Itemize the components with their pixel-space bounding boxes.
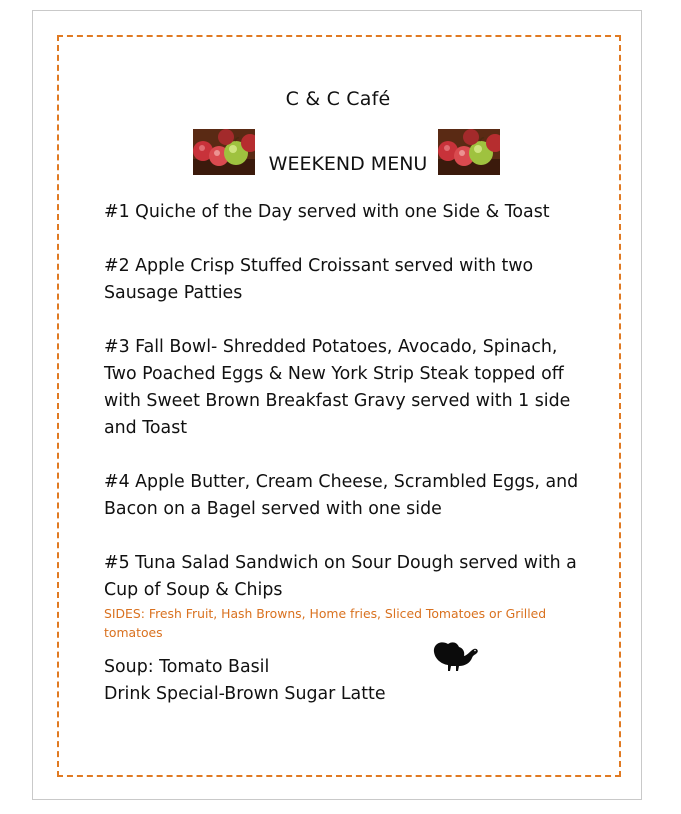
turkey-icon: [431, 638, 481, 674]
apple-basket-icon: [438, 129, 500, 175]
weekend-menu-heading: WEEKEND MENU: [268, 153, 428, 175]
menu-item-4: #4 Apple Butter, Cream Cheese, Scrambled Eggs, and Bacon on a Bagel served with one side: [104, 472, 579, 519]
menu-items: [104, 199, 594, 708]
menu-item-3: #3 Fall Bowl- Shredded Potatoes, Avocado, Spinach, Two Poached Eggs & New York Strip Steak topped off with Sweet Brown Breakfast Gravy served with 1 side and Toast: [104, 337, 571, 438]
apple-basket-icon: [193, 129, 255, 175]
cafe-title: C & C Café: [285, 88, 391, 110]
subtitle-row: [193, 129, 503, 177]
document-page: [32, 10, 642, 800]
menu-item-5: #5 Tuna Salad Sandwich on Sour Dough served with a Cup of Soup & Chips: [104, 553, 577, 600]
soup-of-the-day: Soup: Tomato Basil: [104, 657, 270, 677]
menu-item-2: #2 Apple Crisp Stuffed Croissant served with two Sausage Patties: [104, 256, 534, 303]
sides-list: SIDES: Fresh Fruit, Hash Browns, Home fries, Sliced Tomatoes or Grilled tomatoes: [104, 606, 547, 640]
menu-item-1: #1 Quiche of the Day served with one Side & Toast: [104, 202, 550, 222]
drink-special: Drink Special-Brown Sugar Latte: [104, 684, 386, 704]
